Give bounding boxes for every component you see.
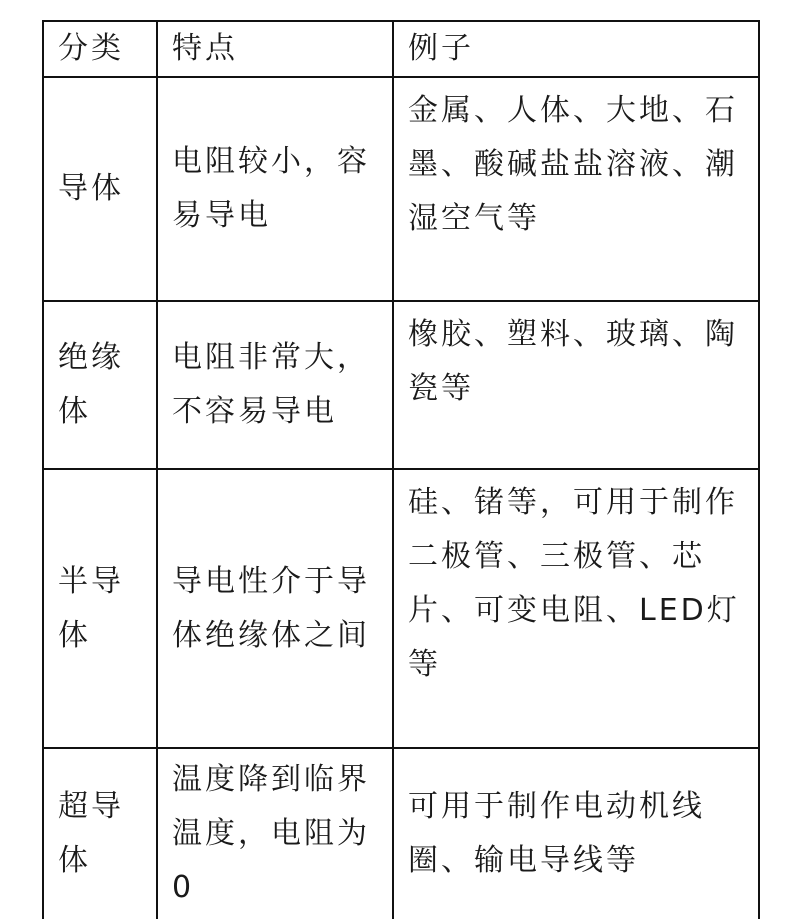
example-cell [393,77,759,301]
header-example-cell [393,21,759,77]
category-cell [43,301,157,469]
category-conductor: 导体 [58,171,124,206]
conductor-classification-table [42,20,760,919]
feature-insulator: 电阻非常大，不容易导电 [172,340,370,429]
feature-cell [157,301,393,469]
example-cell [393,748,759,919]
header-category-cell [43,21,157,77]
category-insulator: 绝缘体 [58,340,124,429]
table-row [43,748,759,919]
category-cell [43,748,157,919]
header-feature-cell [157,21,393,77]
table-row [43,469,759,748]
example-cell [393,469,759,748]
example-conductor: 金属、人体、大地、石墨、酸碱盐盐溶液、潮湿空气等 [408,93,738,236]
example-superconductor: 可用于制作电动机线圈、输电导线等 [408,789,705,878]
category-cell [43,469,157,748]
header-example: 例子 [408,31,474,66]
table-row [43,301,759,469]
feature-superconductor: 温度降到临界温度，电阻为0 [172,762,370,905]
category-cell [43,77,157,301]
header-feature: 特点 [172,31,238,66]
category-superconductor: 超导体 [58,789,124,878]
example-insulator: 橡胶、塑料、玻璃、陶瓷等 [408,317,738,406]
table-header-row [43,21,759,77]
feature-cell [157,77,393,301]
feature-cell [157,469,393,748]
feature-conductor: 电阻较小，容易导电 [172,144,370,233]
example-semiconductor: 硅、锗等，可用于制作二极管、三极管、芯片、可变电阻、LED灯等 [408,485,740,682]
feature-semiconductor: 导电性介于导体绝缘体之间 [172,563,370,653]
category-semiconductor: 半导体 [58,563,124,653]
header-category: 分类 [58,31,124,66]
feature-cell [157,748,393,919]
table-row [43,77,759,301]
example-cell [393,301,759,469]
